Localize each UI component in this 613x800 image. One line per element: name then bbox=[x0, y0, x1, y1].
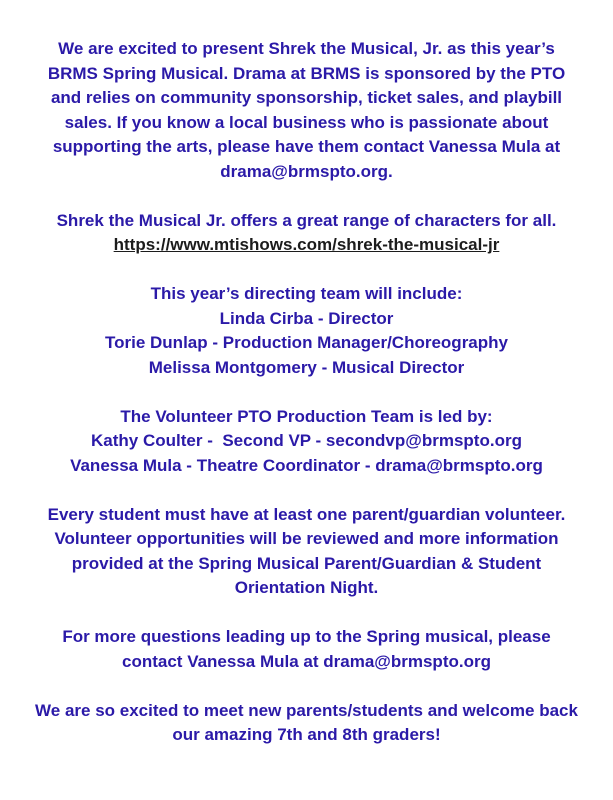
intro-line: drama@brmspto.org. bbox=[220, 161, 393, 181]
volunteer-line: provided at the Spring Musical Parent/Guardian & Student bbox=[71, 553, 542, 573]
directing-team-paragraph bbox=[0, 282, 613, 380]
intro-line: supporting the arts, please have them contact Vanessa Mula at bbox=[52, 137, 561, 156]
production-team-paragraph bbox=[0, 405, 613, 479]
closing-line: our amazing 7th and 8th graders! bbox=[172, 725, 441, 744]
directing-team-member: Linda Cirba - Director bbox=[219, 308, 394, 328]
questions-paragraph bbox=[0, 625, 613, 674]
intro-line: and relies on community sponsorship, ticket sales, and playbill bbox=[50, 88, 563, 107]
characters-paragraph bbox=[0, 209, 613, 258]
intro-paragraph bbox=[0, 37, 613, 184]
characters-text: Shrek the Musical Jr. offers a great range of characters for all. bbox=[56, 210, 557, 230]
production-team-heading: The Volunteer PTO Production Team is led by: bbox=[120, 406, 493, 426]
closing-line: We are so excited to meet new parents/students and welcome back bbox=[35, 700, 578, 720]
intro-line: We are excited to present Shrek the Musical, Jr. as this year’s bbox=[58, 39, 555, 58]
production-team-member: Vanessa Mula - Theatre Coordinator - drama@brmspto.org bbox=[70, 455, 543, 475]
volunteer-paragraph bbox=[0, 503, 613, 601]
production-team-member: Kathy Coulter - Second VP - secondvp@brmspto.org bbox=[91, 431, 522, 450]
directing-team-heading: This year’s directing team will include: bbox=[150, 284, 463, 303]
mtishows-link[interactable]: https://www.mtishows.com/shrek-the-musical-jr bbox=[113, 235, 500, 254]
directing-team-member: Melissa Montgomery - Musical Director bbox=[148, 357, 465, 377]
flyer-document bbox=[0, 37, 613, 772]
directing-team-member: Torie Dunlap - Production Manager/Choreography bbox=[105, 333, 508, 352]
volunteer-line: Orientation Night. bbox=[234, 578, 379, 597]
volunteer-line: Volunteer opportunities will be reviewed and more information bbox=[54, 529, 559, 548]
intro-line: sales. If you know a local business who is passionate about bbox=[64, 112, 549, 132]
questions-line: For more questions leading up to the Spring musical, please bbox=[62, 627, 551, 646]
closing-paragraph bbox=[0, 699, 613, 748]
intro-line: BRMS Spring Musical. Drama at BRMS is sponsored by the PTO bbox=[47, 63, 566, 83]
questions-line: contact Vanessa Mula at drama@brmspto.org bbox=[122, 651, 491, 671]
volunteer-line: Every student must have at least one parent/guardian volunteer. bbox=[47, 504, 566, 524]
